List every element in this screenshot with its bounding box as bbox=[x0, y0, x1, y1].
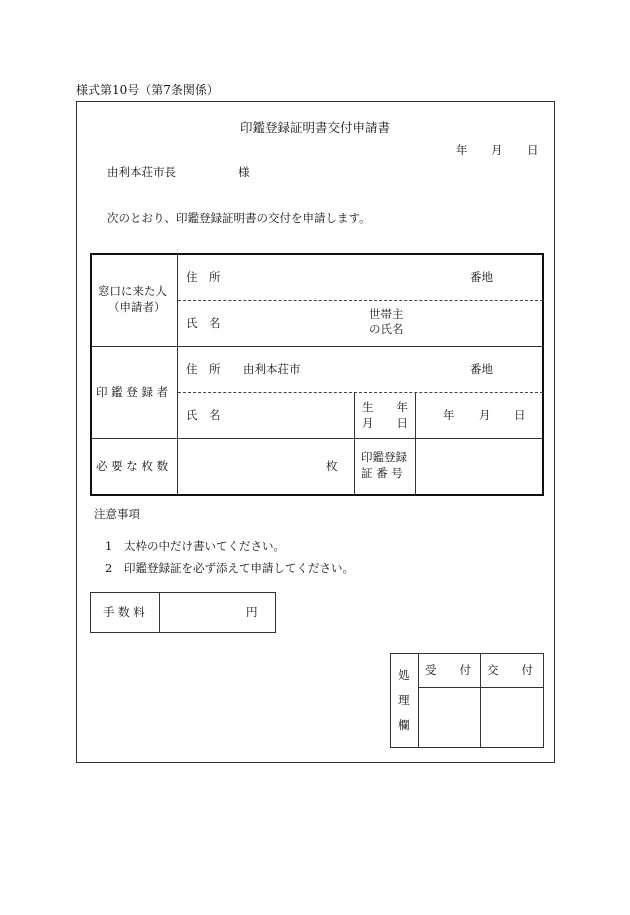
registrant-address-field[interactable] bbox=[310, 354, 460, 388]
row-divider-section bbox=[91, 346, 543, 347]
fee-unit: 円 bbox=[246, 605, 258, 619]
registrant-name-field[interactable] bbox=[235, 396, 350, 434]
copies-label: 必 要 な 枚 数 bbox=[96, 459, 169, 473]
birth-day: 日 bbox=[514, 408, 526, 422]
addressee-honorific: 様 bbox=[238, 165, 250, 179]
applicant-address-field[interactable] bbox=[190, 262, 450, 296]
birth-month: 月 bbox=[479, 408, 491, 422]
registrant-address-suffix: 番地 bbox=[470, 362, 493, 376]
card-number-label-2: 証 番 号 bbox=[361, 466, 403, 480]
notes-heading: 注意事項 bbox=[94, 507, 140, 521]
applicant-name-label: 氏 名 bbox=[186, 316, 221, 330]
card-number-label: 印鑑登録 bbox=[361, 450, 407, 464]
birthdate-field[interactable] bbox=[418, 396, 540, 434]
applicant-name-field[interactable] bbox=[235, 304, 355, 342]
col-divider-right bbox=[415, 392, 416, 495]
applicant-address-label: 住 所 bbox=[186, 270, 221, 284]
fee-label: 手 数 料 bbox=[103, 605, 145, 619]
note-number: 1 bbox=[105, 539, 113, 553]
household-head-label-2: の氏名 bbox=[369, 322, 404, 336]
card-number-field[interactable] bbox=[418, 442, 540, 492]
col-divider-label bbox=[177, 254, 178, 495]
form-number: 様式第10号（第7条関係） bbox=[76, 83, 219, 97]
processing-divider-2 bbox=[480, 654, 481, 747]
birthdate-label: 生 年 bbox=[362, 400, 408, 414]
processing-char: 処 bbox=[398, 668, 410, 682]
addressee-name: 由利本荘市長 bbox=[107, 165, 176, 179]
fee-divider bbox=[159, 593, 160, 632]
applicant-address-suffix: 番地 bbox=[470, 270, 493, 284]
date-year[interactable]: 年 bbox=[456, 143, 468, 157]
note-number: 2 bbox=[105, 561, 113, 575]
row-divider-dashed-2 bbox=[178, 392, 543, 393]
birthdate-label-2: 月 日 bbox=[362, 416, 408, 430]
row-divider-section-2 bbox=[91, 438, 543, 439]
registrant-label: 印 鑑 登 録 者 bbox=[96, 385, 169, 399]
row-divider-dashed-1 bbox=[178, 300, 543, 301]
col-divider-mid bbox=[354, 392, 355, 495]
household-head-label: 世帯主 bbox=[369, 307, 404, 321]
applicant-sublabel: （申請者） bbox=[108, 300, 166, 314]
birth-year: 年 bbox=[443, 408, 455, 422]
date-day[interactable]: 日 bbox=[527, 143, 539, 157]
received-label: 受 付 bbox=[425, 663, 471, 677]
registrant-address-label: 住 所 bbox=[186, 362, 221, 376]
copies-unit: 枚 bbox=[326, 459, 338, 473]
household-head-name-field[interactable] bbox=[420, 304, 540, 342]
processing-header-divider bbox=[419, 687, 543, 688]
note-text: 印鑑登録証を必ず添えて申請してください。 bbox=[124, 561, 354, 575]
copies-field[interactable] bbox=[182, 442, 322, 492]
registrant-name-label: 氏 名 bbox=[186, 408, 221, 422]
processing-divider-1 bbox=[418, 654, 419, 747]
intro-text: 次のとおり、印鑑登録証明書の交付を申請します。 bbox=[107, 211, 371, 225]
processing-char: 理 bbox=[398, 693, 410, 707]
processing-char: 欄 bbox=[398, 718, 410, 732]
form-title: 印鑑登録証明書交付申請書 bbox=[240, 120, 391, 135]
date-month[interactable]: 月 bbox=[491, 143, 503, 157]
issued-label: 交 付 bbox=[487, 663, 533, 677]
note-text: 太枠の中だけ書いてください。 bbox=[124, 539, 285, 553]
applicant-label: 窓口に来た人 bbox=[98, 284, 167, 298]
registrant-city: 由利本荘市 bbox=[243, 362, 301, 376]
